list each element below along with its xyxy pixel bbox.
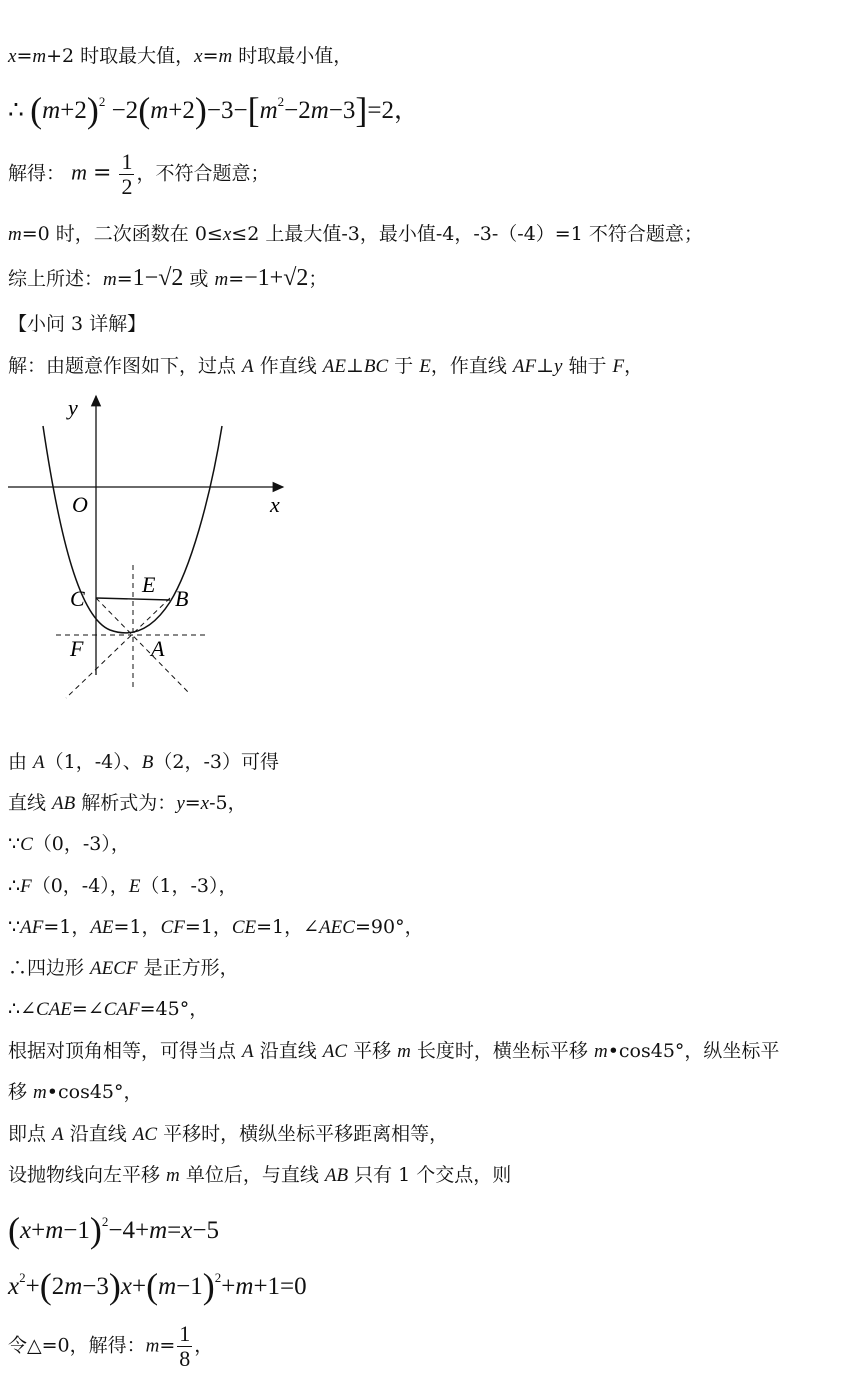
text: =1， — [184, 916, 232, 938]
text: =45°， — [139, 998, 209, 1020]
parabola-diagram — [0, 390, 300, 710]
var-m: m — [166, 1165, 180, 1186]
text-line-18 — [8, 1163, 511, 1188]
text: = — [228, 268, 245, 290]
equation-1: ∴ $(m+2)^2 -2(m+2)-3-[m^2-2m-3]=2$， — [8, 90, 420, 130]
text-line-9 — [8, 791, 247, 816]
text: =1， — [113, 916, 161, 938]
point-label: E — [419, 356, 431, 377]
text-line-3: 解得： m = $\frac{1}{2}$ ，不符合题意； — [8, 149, 270, 199]
text-line-5 — [8, 266, 327, 292]
text-line-17 — [8, 1122, 448, 1147]
text: （1，-4）、 — [44, 751, 142, 773]
text-line-8 — [8, 750, 279, 775]
point-label: C — [20, 834, 33, 855]
text: •cos45°， — [46, 1081, 143, 1103]
text: ； — [308, 268, 328, 290]
text: =1， — [43, 916, 91, 938]
segment-label: AB — [52, 793, 76, 814]
segment-label: CE — [231, 917, 257, 938]
text: 长度时，横坐标平移 — [410, 1040, 594, 1062]
segment-cb — [96, 598, 170, 600]
var-m: m — [397, 1041, 411, 1062]
numerator: 1 — [179, 1321, 191, 1346]
point-label: A — [52, 1124, 64, 1145]
text: 令△=0，解得： — [8, 1334, 146, 1357]
label-b: B — [175, 586, 189, 611]
segment-label: AC — [322, 1041, 348, 1062]
segment-label: BC — [363, 356, 389, 377]
denominator: 2 — [121, 174, 133, 199]
segment-label: AE — [322, 356, 346, 377]
shape-label: AECF — [90, 958, 138, 979]
section-heading: 【小问 3 详解】 — [8, 313, 147, 335]
text: +2 时取最大值， — [46, 45, 195, 67]
text: 设抛物线向左平移 — [8, 1164, 167, 1186]
text: 平移时，横纵坐标平移距离相等， — [157, 1123, 449, 1145]
text: = — [202, 45, 219, 67]
var-m: m — [593, 1041, 608, 1062]
text: = — [159, 1334, 176, 1357]
text: =1，∠ — [256, 916, 320, 938]
text: 直线 — [8, 792, 53, 814]
text: =90°， — [354, 916, 424, 938]
text: ≤2 上最大值-3，最小值-4，-3-（-4）=1 不符合题意； — [231, 223, 703, 245]
text-line-7 — [8, 354, 643, 379]
segment-label: AE — [90, 917, 114, 938]
var-m: m — [32, 46, 47, 67]
point-label: B — [141, 752, 154, 773]
label-x: x — [270, 492, 280, 517]
angle-label: AEC — [319, 917, 355, 938]
text: -5， — [209, 792, 247, 814]
text: ，不符合题意； — [136, 162, 270, 185]
therefore-symbol: ∴ — [8, 97, 24, 124]
therefore-symbol: ∴ — [8, 875, 21, 897]
var-m: m — [214, 269, 229, 290]
text: 平移 — [347, 1040, 398, 1062]
label-e: E — [142, 572, 156, 597]
var-m: m — [218, 46, 233, 67]
text: 作直线 — [253, 355, 323, 377]
label-a: A — [151, 636, 165, 661]
var-m: m — [8, 224, 22, 245]
text: 或 — [183, 268, 215, 290]
text: 沿直线 — [63, 1123, 133, 1145]
numerator: 1 — [121, 149, 133, 174]
value-1: 1−√2 — [132, 265, 184, 291]
text-line-21 — [8, 1322, 213, 1371]
text: 时取最小值， — [232, 45, 353, 67]
text: ⊥ — [536, 355, 554, 377]
var-m: m — [33, 1082, 47, 1103]
var-x: x — [222, 224, 232, 245]
text: 解得： — [8, 162, 66, 185]
text: ，作直线 — [430, 355, 513, 377]
segment-label: AF — [20, 917, 44, 938]
text: （0，-3）， — [32, 833, 130, 855]
text: 即点 — [8, 1123, 53, 1145]
text: ∴∠ — [8, 998, 37, 1020]
point-label: F — [612, 356, 625, 377]
var-y: y — [176, 793, 185, 814]
denominator: 8 — [179, 1346, 191, 1371]
text: ∴四边形 — [8, 957, 91, 979]
text-line-11 — [8, 874, 238, 899]
because-symbol: ∵ — [8, 916, 21, 938]
point-label: F — [20, 876, 32, 897]
point-label: A — [242, 356, 254, 377]
segment-label: AF — [512, 356, 537, 377]
axis-label: y — [553, 356, 563, 377]
text-line-12 — [8, 915, 424, 940]
text: 是正方形， — [137, 957, 239, 979]
text-line-15 — [8, 1039, 779, 1064]
fraction-half — [119, 150, 134, 199]
text: （2，-3）可得 — [153, 751, 279, 773]
fraction-eighth — [177, 1322, 192, 1371]
angle-label: CAF — [103, 999, 140, 1020]
text: •cos45°，纵坐标平 — [607, 1040, 780, 1062]
var-x: x — [8, 46, 17, 67]
equation-2: $(x+m-1)^2-4+m=x-5$ — [8, 1210, 219, 1250]
text: （0，-4）， — [31, 875, 129, 897]
var-x: x — [194, 46, 203, 67]
text: 于 — [388, 355, 420, 377]
text: 轴于 — [562, 355, 613, 377]
text: （1，-3）， — [140, 875, 238, 897]
point-label: A — [33, 752, 45, 773]
diagonal-dashed-line-1 — [96, 598, 190, 694]
text: 根据对顶角相等，可得当点 — [8, 1040, 243, 1062]
text-line-16 — [8, 1080, 143, 1105]
text: 移 — [8, 1081, 34, 1103]
point-label: A — [242, 1041, 254, 1062]
text: = — [116, 268, 133, 290]
text: 由 — [8, 751, 34, 773]
text-line-13 — [8, 956, 239, 981]
because-symbol: ∵ — [8, 833, 21, 855]
text: ⊥ — [345, 355, 364, 377]
text-line-4 — [8, 222, 703, 247]
text: ， — [624, 355, 644, 377]
text-line-10 — [8, 832, 130, 857]
var-x: x — [200, 793, 210, 814]
text: 单位后，与直线 — [179, 1164, 325, 1186]
var-m: m — [103, 269, 117, 290]
label-y: y — [68, 395, 78, 420]
point-label: E — [128, 876, 141, 897]
segment-label: AB — [324, 1165, 349, 1186]
angle-label: CAE — [36, 999, 72, 1020]
segment-label: CF — [160, 917, 185, 938]
text: 沿直线 — [253, 1040, 323, 1062]
text: =0 时，二次函数在 0≤ — [21, 223, 223, 245]
text: =∠ — [71, 998, 104, 1020]
text: 解析式为： — [75, 792, 177, 814]
segment-label: AC — [132, 1124, 158, 1145]
text: = — [184, 792, 201, 814]
label-origin: O — [72, 492, 88, 517]
value-2: −1+√2 — [244, 265, 309, 291]
text: = — [16, 45, 33, 67]
text-line-1 — [8, 44, 352, 69]
text: 只有 1 个交点，则 — [348, 1164, 512, 1186]
text-line-14 — [8, 997, 208, 1022]
equation-3: $x^2+(2m-3)x+(m-1)^2+m+1=0$ — [8, 1266, 307, 1306]
label-c: C — [70, 586, 85, 611]
text: ， — [194, 1334, 214, 1357]
text: 综上所述： — [8, 268, 104, 290]
var-m: m — [145, 1335, 160, 1357]
text: 解：由题意作图如下，过点 — [8, 355, 243, 377]
label-f: F — [70, 636, 84, 661]
